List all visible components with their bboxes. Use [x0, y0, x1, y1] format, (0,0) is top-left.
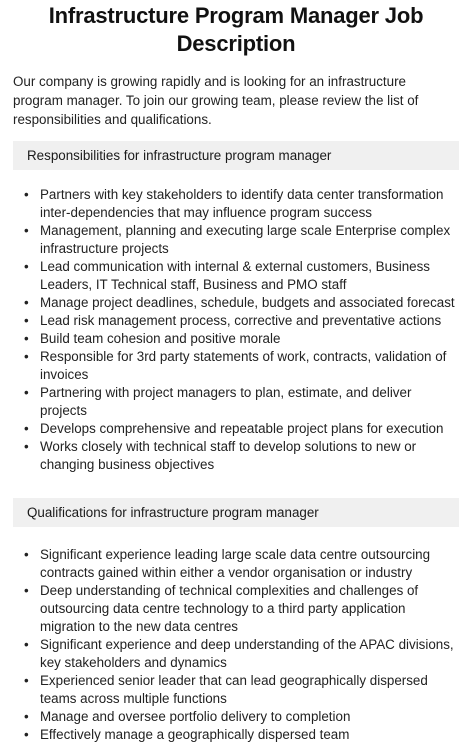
- qualifications-list: [13, 546, 459, 744]
- list-item: [13, 348, 459, 384]
- list-item-text: Manage and oversee portfolio delivery to completion: [40, 709, 351, 724]
- list-item: [13, 546, 459, 582]
- bullet-icon: •: [24, 673, 29, 688]
- list-item-text: Partners with key stakeholders to identify data center transformation inter-dependencies that may influence program success: [40, 187, 444, 220]
- list-item-text: Effectively manage a geographically dispersed team: [40, 727, 350, 742]
- qualifications-header: Qualifications for infrastructure program manager: [13, 498, 459, 527]
- bullet-icon: •: [24, 223, 29, 238]
- responsibilities-header: Responsibilities for infrastructure program manager: [13, 141, 459, 170]
- list-item-text: Lead communication with internal & external customers, Business Leaders, IT Technical staff, Business and PMO staff: [40, 259, 431, 292]
- list-item: [13, 636, 459, 672]
- list-item: [13, 186, 459, 222]
- list-item-text: Management, planning and executing large scale Enterprise complex infrastructure projects: [40, 223, 451, 256]
- responsibilities-list: [13, 186, 459, 474]
- list-item: [13, 222, 459, 258]
- list-item-text: Develops comprehensive and repeatable project plans for execution: [40, 421, 444, 436]
- bullet-icon: •: [24, 259, 29, 274]
- bullet-icon: •: [24, 349, 29, 364]
- bullet-icon: •: [24, 583, 29, 598]
- list-item-text: Deep understanding of technical complexities and challenges of outsourcing data centre technology to a third party application migration to the new data centres: [40, 583, 419, 634]
- bullet-icon: •: [24, 187, 29, 202]
- list-item: [13, 330, 459, 348]
- intro-paragraph: Our company is growing rapidly and is looking for an infrastructure program manager. To join our growing team, please review the list of responsibilities and qualifications.: [13, 74, 419, 127]
- list-item: [13, 726, 459, 744]
- list-item: [13, 384, 459, 420]
- list-item-text: Manage project deadlines, schedule, budgets and associated forecast: [40, 295, 455, 310]
- list-item-text: Responsible for 3rd party statements of work, contracts, validation of invoices: [40, 349, 447, 382]
- list-item: [13, 312, 459, 330]
- bullet-icon: •: [24, 727, 29, 742]
- list-item-text: Works closely with technical staff to develop solutions to new or changing business objectives: [40, 439, 417, 472]
- list-item: [13, 582, 459, 636]
- list-item: [13, 420, 459, 438]
- list-item: [13, 438, 459, 474]
- list-item: [13, 708, 459, 726]
- list-item: [13, 294, 459, 312]
- bullet-icon: •: [24, 385, 29, 400]
- bullet-icon: •: [24, 421, 29, 436]
- bullet-icon: •: [24, 547, 29, 562]
- bullet-icon: •: [24, 709, 29, 724]
- list-item: [13, 258, 459, 294]
- bullet-icon: •: [24, 331, 29, 346]
- list-item: [13, 672, 459, 708]
- list-item-text: Experienced senior leader that can lead geographically dispersed teams across multiple functions: [40, 673, 428, 706]
- list-item-text: Lead risk management process, corrective and preventative actions: [40, 313, 442, 328]
- list-item-text: Significant experience leading large scale data centre outsourcing contracts gained within either a vendor organisation or industry: [40, 547, 431, 580]
- page-title: Infrastructure Program Manager Job Description: [48, 3, 424, 56]
- list-item-text: Partnering with project managers to plan, estimate, and deliver projects: [40, 385, 412, 418]
- bullet-icon: •: [24, 439, 29, 454]
- bullet-icon: •: [24, 295, 29, 310]
- list-item-text: Build team cohesion and positive morale: [40, 331, 281, 346]
- list-item-text: Significant experience and deep understanding of the APAC divisions, key stakeholders and dynamics: [40, 637, 454, 670]
- bullet-icon: •: [24, 637, 29, 652]
- bullet-icon: •: [24, 313, 29, 328]
